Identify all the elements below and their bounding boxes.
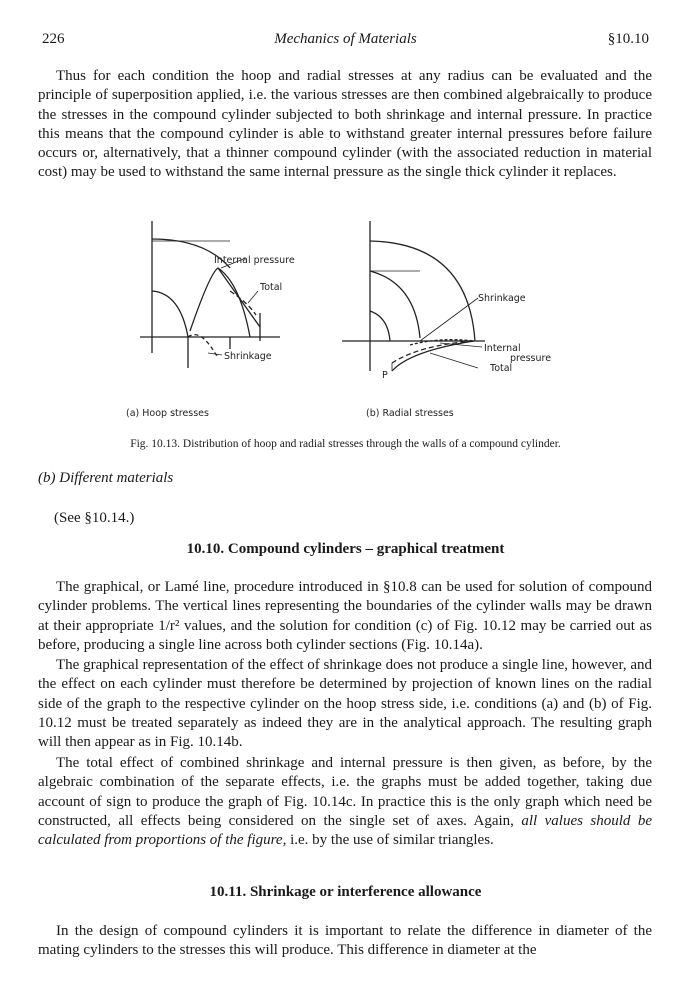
page-number: 226: [42, 31, 65, 47]
hoop-label-internal-pressure: Internal pressure: [214, 255, 295, 266]
section-10-11-paragraph-1: In the design of compound cylinders it is important to relate the difference in diameter of the mating cylinders to the stresses this will produce. This difference in diameter at the: [38, 923, 652, 959]
paragraph-3-text: The total effect of combined shrinkage and internal pressure is then given, as before, by the algebraic combination of the separate effects, i.e. the graphs must be added together, taking due account of sign to produce the graph of Fig. 10.14c. In practice this is the only graph which need be constructed, all effects being considered on the single set of axes. Again,: [38, 755, 652, 829]
running-title: Mechanics of Materials: [274, 31, 417, 47]
radial-internal-pressure-curve: [392, 341, 474, 371]
radial-panel-caption: (b) Radial stresses: [366, 408, 454, 419]
hoop-label-shrinkage: Shrinkage: [224, 351, 272, 362]
hoop-panel-caption: (a) Hoop stresses: [126, 408, 209, 419]
section-10-10-paragraph-2: The graphical representation of the effect of shrinkage does not produce a single line, however, and the effect on each cylinder must therefore be determined by projection of known lines on the radial side of the graph to the respective cylinder on the hoop stress side, i.e. conditions (a) and (b) of Fig. 10.12 must be treated separately as indeed they are in the analytical approach. The resulting graph will then appear as in Fig. 10.14b.: [38, 657, 652, 751]
radial-inner-arc: [370, 311, 390, 341]
section-10-10-paragraph-1: The graphical, or Lamé line, procedure introduced in §10.8 can be used for solution of compound cylinder problems. The vertical lines representing the boundaries of the cylinder walls may be drawn at their appropriate 1/r² values, and the solution for condition (c) of Fig. 10.12 may be carried out as before, producing a single line across both cylinder sections (Fig. 10.14a).: [38, 579, 652, 653]
radial-label-total: Total: [490, 363, 513, 374]
paragraph-3-emphasis: all values should be calculated from proportions of the figure,: [38, 812, 652, 849]
radial-middle-arc: [370, 271, 420, 338]
figure-caption: Fig. 10.13. Distribution of hoop and radial stresses through the walls of a compound cylinder.: [130, 438, 561, 450]
radial-label-internal: Internal: [484, 343, 521, 354]
hoop-shrinkage-curve-upper: [190, 268, 250, 337]
paragraph-3-tail: i.e. by the use of similar triangles.: [290, 832, 494, 849]
radial-label-pressure: pressure: [510, 353, 552, 364]
hoop-shrinkage-dashed: [188, 335, 218, 356]
figure-10-13: [120, 213, 580, 428]
section-reference: §10.10: [607, 31, 649, 47]
stress-distribution-diagram: [120, 213, 580, 428]
radial-shrinkage-leader: [420, 298, 478, 341]
hoop-inner-radius-arc: [152, 291, 188, 337]
hoop-label-total: Total: [260, 282, 283, 293]
page-header: [42, 31, 649, 51]
hoop-total-leader: [248, 291, 258, 303]
intro-paragraph: Thus for each condition the hoop and radial stresses at any radius can be evaluated and the principle of superposition applied, i.e. the various stresses are then combined algebraically to produce the stresses in the compound cylinder subjected to both shrinkage and internal pressure. In practice this means that the compound cylinder is able to withstand greater internal pressures before failure occurs or, alternatively, that a thinner compound cylinder (with the associated reduction in material cost) may be used to withstand the same internal pressure as the single thick cylinder it replaces.: [38, 68, 652, 181]
radial-total-dashed: [392, 341, 474, 363]
section-10-10-paragraph-3: [38, 754, 652, 850]
radial-label-shrinkage: Shrinkage: [478, 293, 526, 304]
radial-total-leader: [430, 353, 478, 368]
radial-stress-panel: [342, 221, 485, 371]
see-reference: (See §10.14.): [54, 510, 135, 526]
section-10-10-title: 10.10. Compound cylinders – graphical treatment: [186, 541, 505, 557]
radial-label-p: P: [382, 370, 388, 381]
subheading-different-materials: (b) Different materials: [38, 470, 174, 486]
section-10-11-title: 10.11. Shrinkage or interference allowance: [209, 884, 482, 900]
hoop-stress-panel: [140, 221, 283, 368]
